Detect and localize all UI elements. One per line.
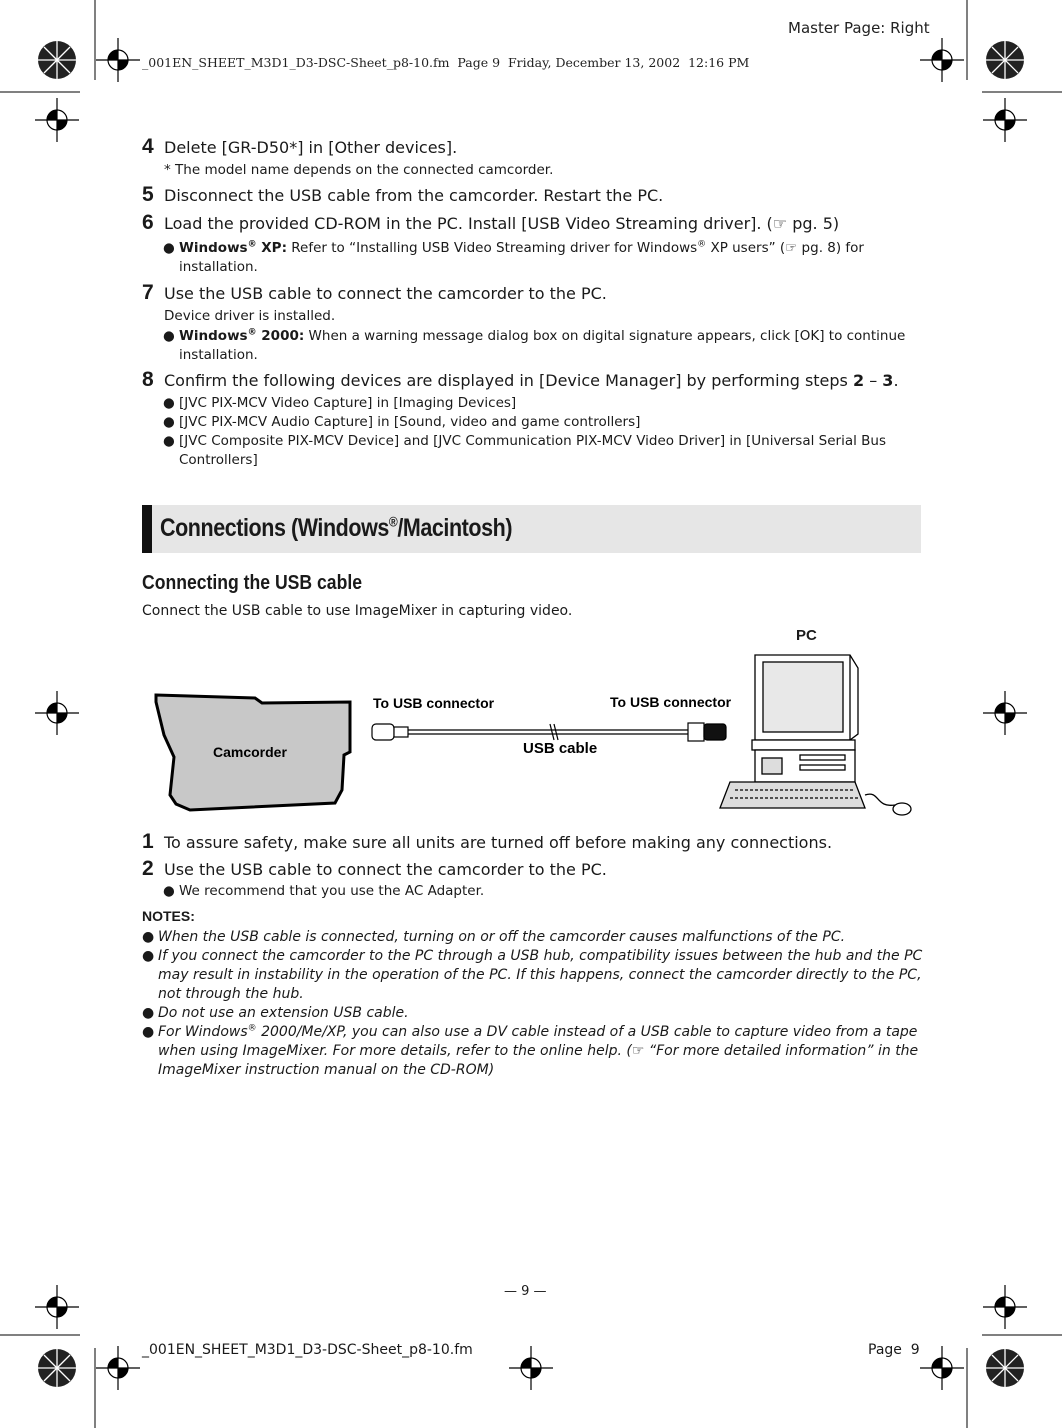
step-text: Use the USB cable to connect the camcorder to the PC. (164, 284, 607, 303)
footer-page-number: Page 9 (868, 1342, 920, 1358)
diagram-label-camcorder: Camcorder (213, 744, 287, 760)
bullet-icon: ● (142, 1005, 155, 1021)
step-number: 2 (142, 857, 154, 880)
step-6 (142, 213, 839, 234)
master-page-label: Master Page: Right (788, 19, 930, 37)
step-number: 5 (142, 183, 154, 206)
bullet-icon: ● (163, 883, 175, 899)
step-number: 1 (142, 830, 154, 853)
note-item: ● When the USB cable is connected, turning on or off the camcorder causes malfunctions of the PC. (142, 929, 846, 945)
bullet-icon: ● (163, 414, 175, 430)
step-4 (142, 137, 457, 158)
connection-diagram (150, 640, 920, 825)
section-banner (142, 505, 921, 553)
step-text: To assure safety, make sure all units are turned off before making any connections. (164, 833, 833, 852)
step-text: Confirm the following devices are displayed in [Device Manager] by performing steps (164, 371, 853, 390)
step-8: 8 Confirm the following devices are displayed in [Device Manager] by performing steps 2 – 3. (142, 368, 899, 391)
step-5 (142, 185, 663, 206)
bullet-label: Windows® XP: (179, 239, 287, 256)
subsection-intro: Connect the USB cable to use ImageMixer in capturing video. (142, 603, 573, 619)
bullet-icon: ● (142, 1024, 155, 1040)
step-7 (142, 283, 607, 304)
step-8-bullet: ● [JVC Composite PIX-MCV Device] and [JVC Communication PIX-MCV Video Driver] in [Universal Serial Bus Controllers] (163, 433, 886, 468)
step-number: 6 (142, 211, 154, 234)
diagram-label-to-usb-right: To USB connector (610, 694, 732, 710)
step-text: Disconnect the USB cable from the camcorder. Restart the PC. (164, 186, 664, 205)
note-item: ● For Windows® 2000/Me/XP, you can also use a DV cable instead of a USB cable to capture video from a tape when using ImageMixer. For more details, refer to the online help. (☞ “For more detailed information” in the ImageMixer instruction manual on the CD-ROM) (142, 1023, 919, 1078)
bullet-icon: ● (163, 395, 175, 411)
notes-heading: NOTES: (142, 908, 195, 924)
bullet-icon: ● (163, 433, 175, 449)
step-8-bullet: ● [JVC PIX-MCV Video Capture] in [Imaging Devices] (163, 395, 517, 411)
step-4-note: * The model name depends on the connected camcorder. (164, 162, 554, 178)
pc-illustration (720, 655, 911, 815)
step-2-bullet: ● We recommend that you use the AC Adapter. (163, 883, 485, 899)
sheet-info-line: _001EN_SHEET_M3D1_D3-DSC-Sheet_p8-10.fm Page 9 Friday, December 13, 2002 12:16 PM (142, 55, 750, 70)
bullet-icon: ● (163, 328, 175, 344)
step-1 (142, 832, 832, 853)
step-number: 8 (142, 368, 154, 391)
usb-cable-illustration (372, 723, 726, 741)
note-item: ● If you connect the camcorder to the PC through a USB hub, compatibility issues between the hub and the PC may result in instability in the operation of the PC. If this happens, connect the camcorder directly to the PC, not through the hub. (142, 948, 923, 1002)
diagram-label-usb-cable: USB cable (523, 740, 598, 757)
subsection-title: Connecting the USB cable (142, 572, 363, 594)
step-2 (142, 859, 607, 880)
diagram-label-pc-text: PC (796, 627, 817, 644)
bullet-icon: ● (142, 948, 155, 964)
footer-file-name: _001EN_SHEET_M3D1_D3-DSC-Sheet_p8-10.fm (142, 1342, 473, 1358)
step-number: 7 (142, 281, 154, 304)
section-bar (142, 505, 152, 553)
step-text: Load the provided CD-ROM in the PC. Install [USB Video Streaming driver]. (☞ pg. 5) (164, 214, 840, 233)
step-8-bullet: ● [JVC PIX-MCV Audio Capture] in [Sound, video and game controllers] (163, 414, 641, 430)
step-number: 4 (142, 135, 154, 158)
step-7-sub: Device driver is installed. (164, 308, 336, 324)
page-number-center: — 9 — (504, 1284, 547, 1299)
bullet-label: Windows® 2000: (179, 327, 305, 344)
diagram-label-to-usb-left: To USB connector (373, 695, 495, 711)
section-title: Connections (Windows®/Macintosh) (160, 513, 513, 542)
step-text: Delete [GR-D50*] in [Other devices]. (164, 138, 458, 157)
note-item: ● Do not use an extension USB cable. (142, 1005, 409, 1021)
step-7-bullet: ● Windows® 2000: When a warning message dialog box on digital signature appears, click [OK] to continue installation. (163, 327, 906, 363)
step-text: Use the USB cable to connect the camcorder to the PC. (164, 860, 607, 879)
bullet-icon: ● (163, 240, 175, 256)
step-6-bullet: ● Windows® XP: Refer to “Installing USB Video Streaming driver for Windows® XP users” (☞ pg. 8) for installation. (163, 239, 864, 275)
bullet-icon: ● (142, 929, 155, 945)
